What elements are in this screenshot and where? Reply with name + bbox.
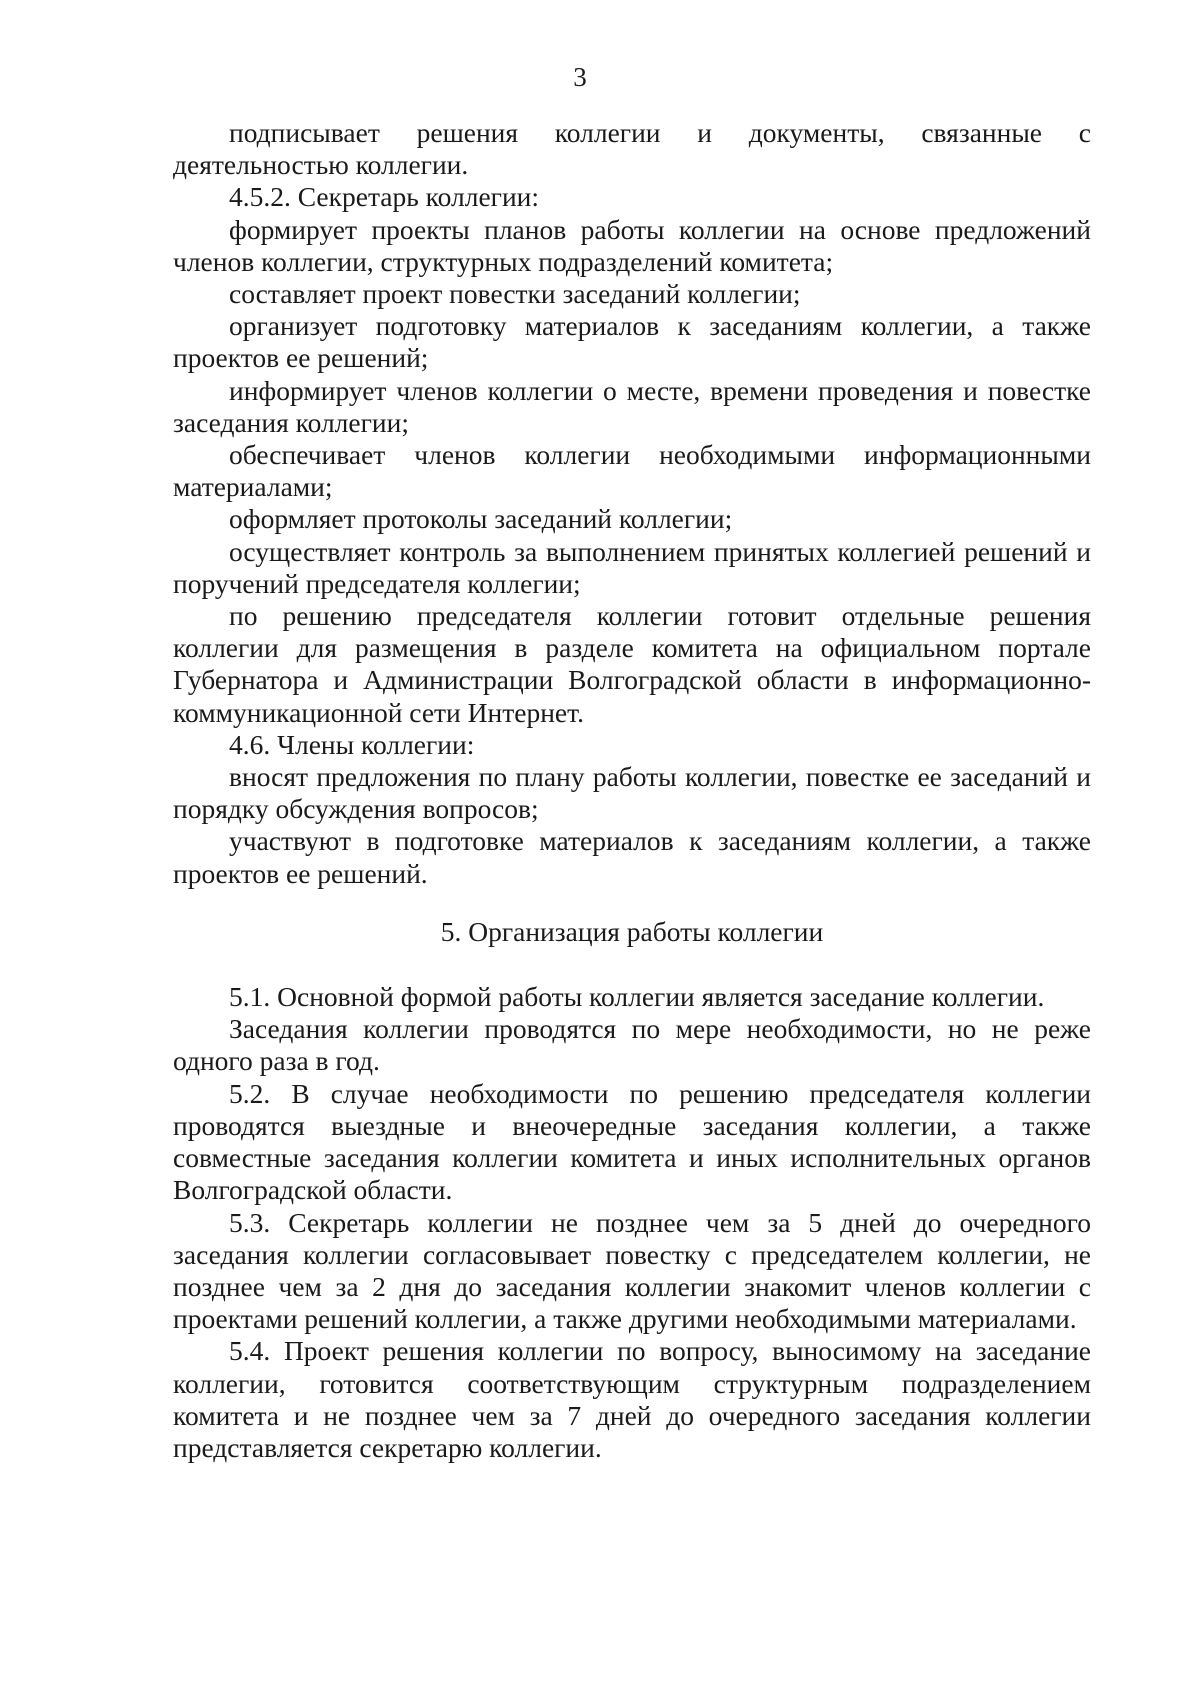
section-heading: 5. Организация работы коллегии [440, 915, 824, 947]
paragraph: 4.5.2. Секретарь коллегии: [229, 181, 540, 213]
paragraph: 5.2. В случае необходимости по решению председателя коллегии проводятся выездные и внеочередные заседания коллегии, а также совместные заседания коллегии комитета и иных исполнительных органов Волгоградской области. [173, 1077, 1091, 1206]
paragraph: 5.3. Секретарь коллегии не позднее чем за 5 дней до очередного заседания коллегии согласовывает повестку с председателем коллегии, не позднее чем за 2 дня до заседания коллегии знакомит членов коллегии с проектами решений коллегии, а также другими необходимыми материалами. [173, 1206, 1091, 1335]
paragraph: информирует членов коллегии о месте, времени проведения и повестке заседания коллегии; [173, 374, 1091, 438]
paragraph: Заседания коллегии проводятся по мере необходимости, но не реже одного раза в год. [173, 1013, 1091, 1077]
paragraph: осуществляет контроль за выполнением принятых коллегией решений и поручений председателя коллегии; [173, 535, 1091, 599]
paragraph: вносят предложения по плану работы коллегии, повестке ее заседаний и порядку обсуждения вопросов; [173, 761, 1091, 825]
paragraph: по решению председателя коллегии готовит отдельные решения коллегии для размещения в разделе комитета на официальном портале Губернатора и Администрации Волгоградской области в информационно-коммуникационной сети Интернет. [173, 600, 1091, 728]
paragraph: участвуют в подготовке материалов к заседаниям коллегии, а также проектов ее решений. [173, 825, 1091, 889]
paragraph: формирует проекты планов работы коллегии на основе предложений членов коллегии, структурных подразделений комитета; [173, 213, 1091, 277]
document-body [173, 117, 1091, 1464]
paragraph: 4.6. Члены коллегии: [229, 728, 475, 760]
paragraph: оформляет протоколы заседаний коллегии; [229, 503, 733, 535]
paragraph: составляет проект повестки заседаний коллегии; [229, 278, 801, 310]
paragraph: подписывает решения коллегии и документы, связанные с деятельностью коллегии. [173, 117, 1091, 181]
paragraph: 5.1. Основной формой работы коллегии является заседание коллегии. [229, 981, 1045, 1013]
paragraph: 5.4. Проект решения коллегии по вопросу, выносимому на заседание коллегии, готовится соответствующим структурным подразделением комитета и не позднее чем за 7 дней до очередного заседания коллегии представляется секретарю коллегии. [173, 1335, 1091, 1463]
paragraph: организует подготовку материалов к заседаниям коллегии, а также проектов ее решений; [173, 310, 1091, 374]
page-number: 3 [573, 62, 587, 92]
paragraph: обеспечивает членов коллегии необходимыми информационными материалами; [173, 439, 1091, 503]
